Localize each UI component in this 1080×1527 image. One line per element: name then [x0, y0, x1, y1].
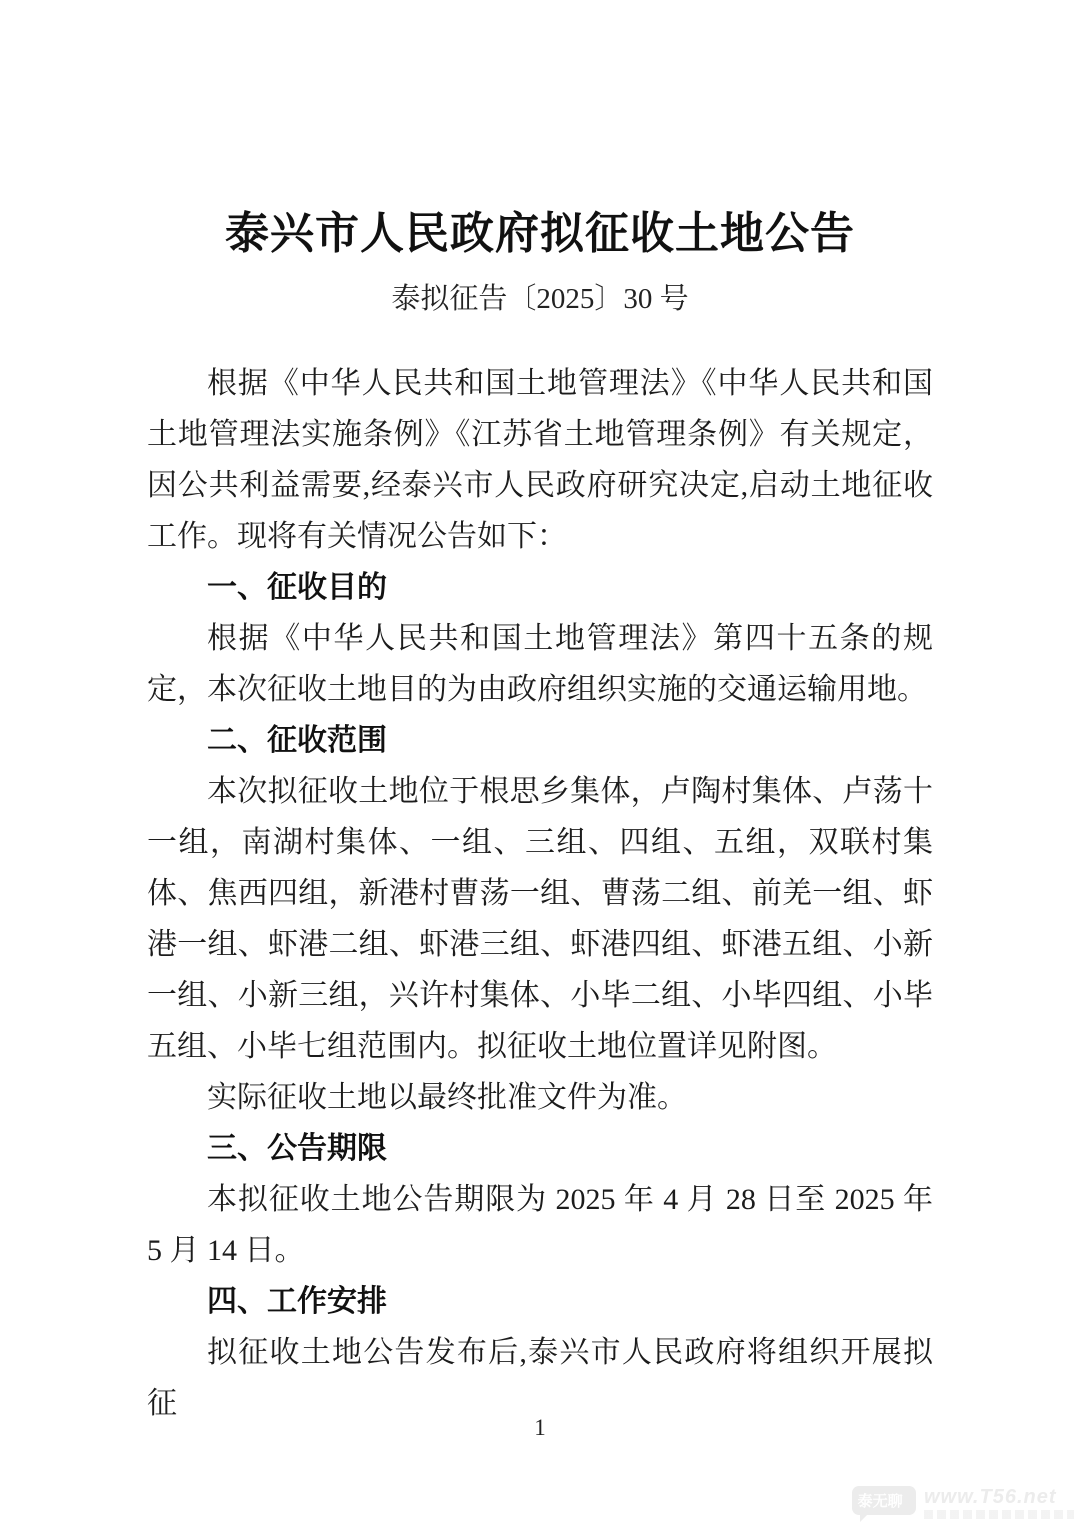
section-3-heading: 三、公告期限 [207, 1132, 387, 1165]
watermark-logo [852, 1486, 916, 1515]
registered-trademark-icon: ® [902, 1490, 910, 1501]
watermark-text-column [924, 1486, 1074, 1519]
section-1-paragraph: 根据《中华人民共和国土地管理法》第四十五条的规定，本次征收土地目的为由政府组织实施的交通运输用地。 [147, 622, 933, 706]
watermark-logo-label: 泰无聊 [857, 1493, 903, 1510]
document-body [147, 358, 933, 1429]
section-2-paragraph-1: 本次拟征收土地位于根思乡集体，卢陶村集体、卢荡十一组，南湖村集体、一组、三组、四组、五组，双联村集体、焦西四组，新港村曹荡一组、曹荡二组、前羌一组、虾港一组、虾港二组、虾港三组、虾港四组、虾港五组、小新一组、小新三组，兴许村集体、小毕二组、小毕四组、小毕五组、小毕七组范围内。拟征收土地位置详见附图。 [147, 775, 933, 1063]
section-2-paragraph-2: 实际征收土地以最终批准文件为准。 [207, 1081, 687, 1114]
document-number: 泰拟征告〔2025〕30 号 [391, 283, 689, 315]
site-watermark [852, 1486, 1074, 1519]
section-2-heading: 二、征收范围 [207, 724, 387, 757]
document-title: 泰兴市人民政府拟征收土地公告 [225, 209, 855, 258]
section-4-heading: 四、工作安排 [207, 1285, 387, 1318]
watermark-site-url: www.T56.net [924, 1486, 1057, 1508]
intro-paragraph: 根据《中华人民共和国土地管理法》《中华人民共和国土地管理法实施条例》《江苏省土地管理条例》有关规定，因公共利益需要,经泰兴市人民政府研究决定,启动土地征收工作。现将有关情况公告如下： [147, 367, 933, 553]
section-4-paragraph: 拟征收土地公告发布后,泰兴市人民政府将组织开展拟征 [147, 1336, 933, 1420]
section-1-heading: 一、征收目的 [207, 571, 387, 604]
watermark-tagline [924, 1510, 1074, 1519]
section-3-paragraph: 本拟征收土地公告期限为 2025 年 4 月 28 日至 2025 年 5 月 14 日。 [147, 1183, 933, 1267]
page-number: 1 [534, 1415, 546, 1440]
